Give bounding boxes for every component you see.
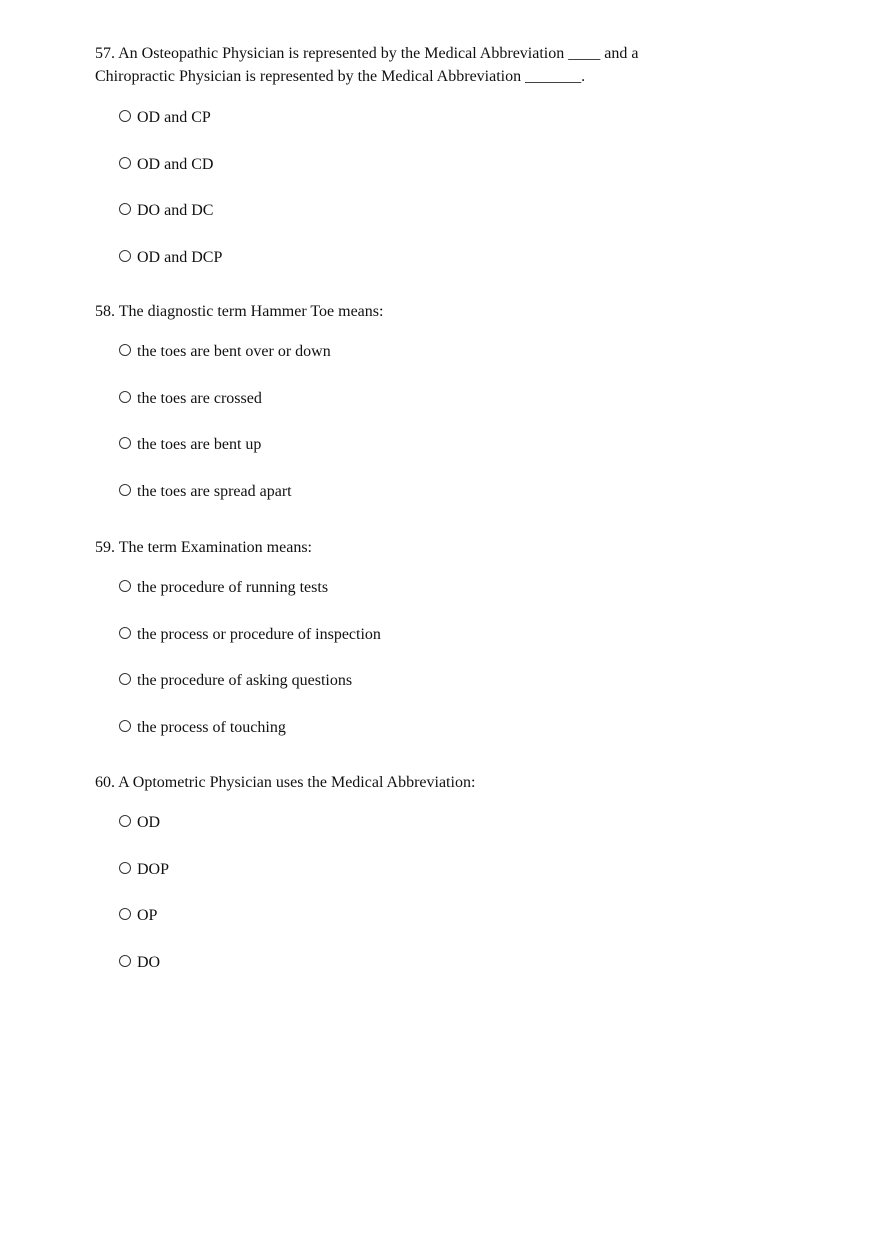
radio-button[interactable] xyxy=(119,391,131,403)
answer-option[interactable] xyxy=(119,578,695,625)
answer-label: the procedure of running tests xyxy=(137,579,329,596)
radio-button[interactable] xyxy=(119,580,131,592)
answer-label: the toes are bent up xyxy=(137,436,262,453)
question-text: 58. The diagnostic term Hammer Toe means: xyxy=(95,303,384,320)
answer-label: OD and DCP xyxy=(137,248,223,266)
radio-button[interactable] xyxy=(119,955,131,967)
answer-option[interactable] xyxy=(119,482,695,529)
radio-button[interactable] xyxy=(119,437,131,449)
radio-button[interactable] xyxy=(119,627,131,639)
radio-button[interactable] xyxy=(119,862,131,874)
question-58 xyxy=(95,300,695,528)
answer-option[interactable] xyxy=(119,860,695,907)
answer-label: the toes are spread apart xyxy=(137,482,292,500)
answer-option[interactable] xyxy=(119,201,695,248)
answer-option[interactable] xyxy=(119,718,695,765)
radio-button[interactable] xyxy=(119,157,131,169)
question-57 xyxy=(95,42,695,294)
radio-button[interactable] xyxy=(119,203,131,215)
answer-label: the toes are crossed xyxy=(137,389,262,407)
question-text: 57. An Osteopathic Physician is represented by the Medical Abbreviation ____ and a Chiropractic Physician is represented by the Medical Abbreviation _______. xyxy=(95,45,639,85)
answer-option[interactable] xyxy=(119,953,695,1000)
answer-label: DO xyxy=(137,953,161,971)
answer-option[interactable] xyxy=(119,342,695,389)
answer-option[interactable] xyxy=(119,671,695,718)
question-text: 59. The term Examination means: xyxy=(95,539,312,556)
answer-options xyxy=(95,342,695,528)
answer-option[interactable] xyxy=(119,906,695,953)
answer-option[interactable] xyxy=(119,625,695,672)
radio-button[interactable] xyxy=(119,815,131,827)
answer-label: the process or procedure of inspection xyxy=(137,625,381,643)
answer-option[interactable] xyxy=(119,108,695,155)
answer-option[interactable] xyxy=(119,435,695,482)
answer-label: OD and CD xyxy=(137,155,214,173)
answer-label: DOP xyxy=(137,860,170,878)
answer-label: DO and DC xyxy=(137,202,214,219)
answer-label: the procedure of asking questions xyxy=(137,672,353,689)
answer-options xyxy=(95,813,695,999)
question-59 xyxy=(95,536,695,764)
answer-label: OD xyxy=(137,814,161,831)
radio-button[interactable] xyxy=(119,344,131,356)
radio-button[interactable] xyxy=(119,110,131,122)
answer-option[interactable] xyxy=(119,389,695,436)
answer-label: OP xyxy=(137,907,158,924)
radio-button[interactable] xyxy=(119,720,131,732)
radio-button[interactable] xyxy=(119,908,131,920)
answer-options xyxy=(95,578,695,764)
question-text: 60. A Optometric Physician uses the Medical Abbreviation: xyxy=(95,774,476,791)
answer-options xyxy=(95,108,695,294)
radio-button[interactable] xyxy=(119,673,131,685)
answer-option[interactable] xyxy=(119,248,695,295)
answer-option[interactable] xyxy=(119,155,695,202)
question-60 xyxy=(95,771,695,999)
answer-option[interactable] xyxy=(119,813,695,860)
radio-button[interactable] xyxy=(119,250,131,262)
radio-button[interactable] xyxy=(119,484,131,496)
answer-label: the process of touching xyxy=(137,718,286,736)
answer-label: the toes are bent over or down xyxy=(137,343,331,360)
answer-label: OD and CP xyxy=(137,109,211,126)
